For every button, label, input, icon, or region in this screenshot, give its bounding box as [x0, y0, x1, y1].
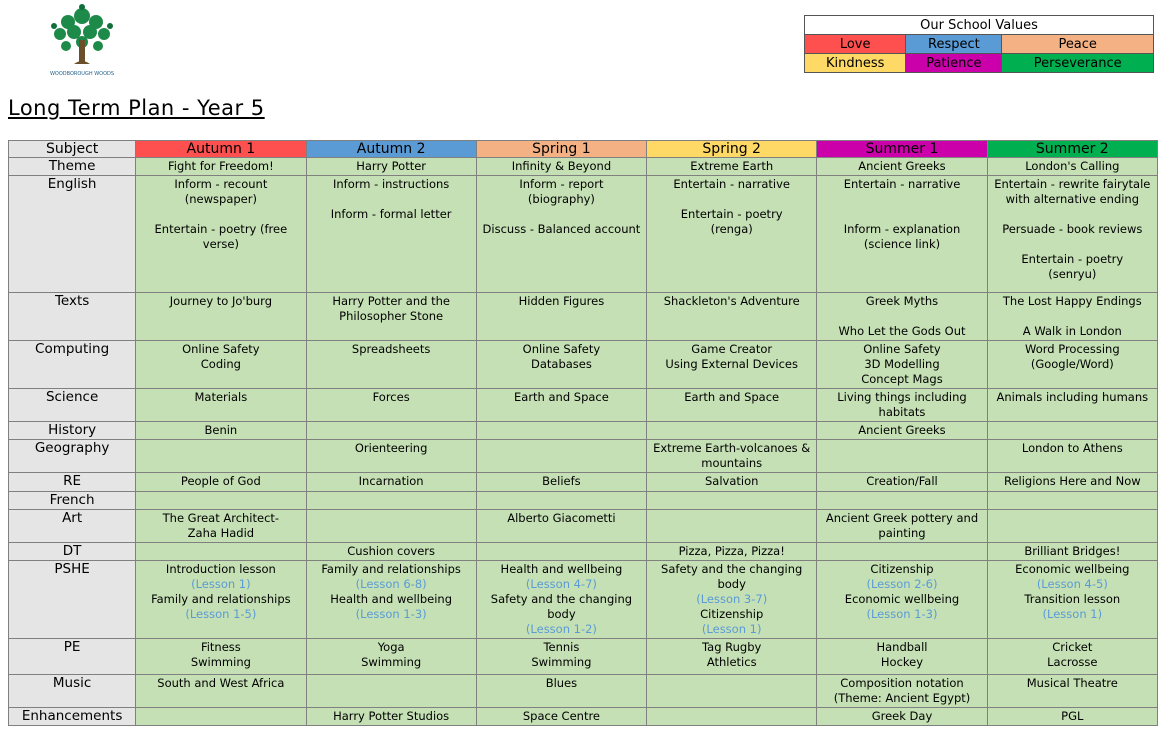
- term-header-summer-2: Summer 2: [987, 141, 1157, 158]
- value-kindness: Kindness: [805, 54, 906, 73]
- plan-cell: [476, 422, 646, 440]
- term-header-autumn-1: Autumn 1: [136, 141, 306, 158]
- cell-line: Inform - instructions: [332, 177, 450, 191]
- plan-cell: [306, 675, 476, 708]
- cell-line: (renga): [710, 222, 753, 236]
- cell-line: Databases: [530, 357, 592, 371]
- plan-cell: [136, 708, 306, 726]
- plan-cell: [306, 422, 476, 440]
- cell-line: Swimming: [531, 655, 592, 669]
- term-header-summer-1: Summer 1: [817, 141, 987, 158]
- subject-label: PSHE: [9, 561, 136, 639]
- cell-line: The Great Architect-: [162, 511, 280, 525]
- plan-cell: [987, 639, 1157, 675]
- cell-line: Greek Myths: [865, 294, 939, 308]
- subject-label: Art: [9, 510, 136, 543]
- cell-line: Online Safety: [522, 342, 601, 356]
- logo-text: WOODBOROUGH WOODS: [49, 71, 115, 77]
- plan-cell: [987, 341, 1157, 389]
- cell-line: Introduction lesson: [165, 562, 276, 576]
- value-perseverance: Perseverance: [1002, 54, 1154, 73]
- subject-label: Computing: [9, 341, 136, 389]
- cell-line: [138, 207, 303, 222]
- value-love: Love: [805, 35, 906, 54]
- plan-cell: [647, 492, 817, 510]
- plan-cell: [817, 473, 987, 492]
- plan-cell: [306, 561, 476, 639]
- cell-line: Inform - explanation: [843, 222, 961, 236]
- plan-cell: [817, 510, 987, 543]
- cell-line: Beliefs: [542, 474, 581, 488]
- cell-line: Salvation: [704, 474, 759, 488]
- plan-cell: [306, 341, 476, 389]
- plan-cell: [136, 473, 306, 492]
- plan-cell: [476, 341, 646, 389]
- cell-line: Living things including habitats: [837, 390, 971, 419]
- subject-label: English: [9, 176, 136, 293]
- cell-line: A Walk in London: [1022, 324, 1122, 338]
- plan-cell: [647, 293, 817, 341]
- plan-cell: [647, 510, 817, 543]
- cell-line: Family and relationships: [321, 562, 461, 576]
- plan-cell: [476, 543, 646, 561]
- cell-line: Inform - formal letter: [330, 207, 452, 221]
- cell-line: Harry Potter Studios: [333, 709, 450, 723]
- row-enhancements: [9, 708, 1158, 726]
- cell-line: Ancient Greeks: [858, 423, 946, 437]
- cell-line: Safety and the changing body: [661, 562, 806, 591]
- plan-cell: [136, 510, 306, 543]
- cell-line: Materials: [194, 390, 248, 404]
- subject-header: Subject: [9, 141, 136, 158]
- cell-line: Tennis: [543, 640, 580, 654]
- lesson-range: (Lesson 1-2): [525, 622, 597, 636]
- term-header-spring-2: Spring 2: [647, 141, 817, 158]
- subject-label: Enhancements: [9, 708, 136, 726]
- school-values-title: Our School Values: [805, 16, 1154, 35]
- value-respect: Respect: [906, 35, 1002, 54]
- plan-cell: [647, 422, 817, 440]
- row-texts: [9, 293, 1158, 341]
- value-patience: Patience: [906, 54, 1002, 73]
- lesson-range: (Lesson 1): [701, 622, 762, 636]
- plan-cell: [136, 639, 306, 675]
- plan-cell: [987, 492, 1157, 510]
- plan-cell: [306, 389, 476, 422]
- cell-line: Entertain - narrative: [673, 177, 790, 191]
- cell-line: Inform - report: [519, 177, 604, 191]
- cell-line: People of God: [180, 474, 261, 488]
- plan-cell: [136, 492, 306, 510]
- cell-line: Health and wellbeing: [500, 562, 623, 576]
- cell-line: Entertain - poetry (free verse): [154, 222, 291, 251]
- cell-line: Infinity & Beyond: [511, 159, 612, 173]
- cell-line: Citizenship: [870, 562, 934, 576]
- plan-cell: [817, 492, 987, 510]
- lesson-range: (Lesson 1-3): [355, 607, 427, 621]
- cell-line: London to Athens: [1021, 441, 1123, 455]
- cell-line: Economic wellbeing: [844, 592, 960, 606]
- lesson-range: (Lesson 4-7): [525, 577, 597, 591]
- plan-cell: [306, 440, 476, 473]
- plan-cell: [817, 176, 987, 293]
- cell-line: Safety and the changing body: [490, 592, 636, 621]
- plan-cell: [987, 158, 1157, 176]
- cell-line: (science link): [863, 237, 941, 251]
- subject-label: Theme: [9, 158, 136, 176]
- plan-cell: [476, 492, 646, 510]
- subject-label: Music: [9, 675, 136, 708]
- plan-cell: [987, 440, 1157, 473]
- plan-cell: [647, 389, 817, 422]
- plan-cell: [817, 422, 987, 440]
- plan-cell: [817, 389, 987, 422]
- row-english: [9, 176, 1158, 293]
- cell-line: (Google/Word): [1030, 357, 1114, 371]
- lesson-range: (Lesson 1-3): [866, 607, 938, 621]
- plan-cell: [817, 708, 987, 726]
- row-art: [9, 510, 1158, 543]
- plan-cell: [647, 473, 817, 492]
- cell-line: [649, 192, 814, 207]
- subject-label: DT: [9, 543, 136, 561]
- cell-line: [479, 207, 644, 222]
- cell-line: Yoga: [377, 640, 405, 654]
- plan-cell: [987, 293, 1157, 341]
- plan-cell: [817, 158, 987, 176]
- cell-line: Health and wellbeing: [330, 592, 453, 606]
- cell-line: Earth and Space: [514, 390, 609, 404]
- cell-line: Handball: [876, 640, 928, 654]
- plan-cell: [136, 341, 306, 389]
- plan-cell: [476, 639, 646, 675]
- cell-line: Ancient Greek pottery and painting: [825, 511, 982, 540]
- cell-line: Ancient Greeks: [858, 159, 946, 173]
- cell-line: Shackleton's Adventure: [663, 294, 800, 308]
- plan-cell: [136, 176, 306, 293]
- cell-line: [990, 207, 1155, 222]
- plan-cell: [306, 492, 476, 510]
- cell-line: Fitness: [200, 640, 241, 654]
- row-french: [9, 492, 1158, 510]
- cell-line: Earth and Space: [684, 390, 780, 404]
- plan-cell: [647, 543, 817, 561]
- plan-cell: [476, 561, 646, 639]
- cell-line: Blues: [545, 676, 578, 690]
- plan-cell: [136, 158, 306, 176]
- cell-line: Orienteering: [354, 441, 428, 455]
- plan-cell: [136, 422, 306, 440]
- row-music: [9, 675, 1158, 708]
- term-header-autumn-2: Autumn 2: [306, 141, 476, 158]
- cell-line: Swimming: [190, 655, 251, 669]
- cell-line: Cushion covers: [347, 544, 435, 558]
- plan-cell: [647, 440, 817, 473]
- plan-cell: [476, 440, 646, 473]
- cell-line: Hockey: [880, 655, 924, 669]
- cell-line: Forces: [372, 390, 410, 404]
- plan-cell: [987, 675, 1157, 708]
- subject-label: Geography: [9, 440, 136, 473]
- plan-cell: [136, 293, 306, 341]
- plan-cell: [987, 561, 1157, 639]
- lesson-range: (Lesson 2-6): [866, 577, 938, 591]
- row-pe: [9, 639, 1158, 675]
- cell-line: Harry Potter: [356, 159, 427, 173]
- plan-cell: [647, 341, 817, 389]
- cell-line: Game Creator: [691, 342, 773, 356]
- cell-line: Incarnation: [358, 474, 424, 488]
- plan-cell: [817, 543, 987, 561]
- row-geography: [9, 440, 1158, 473]
- plan-cell: [476, 176, 646, 293]
- cell-line: (biography): [527, 192, 595, 206]
- cell-line: Who Let the Gods Out: [838, 324, 966, 338]
- cell-line: Family and relationships: [151, 592, 291, 606]
- plan-cell: [476, 510, 646, 543]
- cell-line: Discuss - Balanced account: [482, 222, 641, 236]
- cell-line: Fight for Freedom!: [167, 159, 274, 173]
- cell-line: [309, 192, 474, 207]
- row-science: [9, 389, 1158, 422]
- plan-cell: [476, 389, 646, 422]
- cell-line: Inform - recount: [174, 177, 268, 191]
- cell-line: Brilliant Bridges!: [1024, 544, 1121, 558]
- cell-line: Benin: [204, 423, 238, 437]
- term-header-row: [9, 141, 1158, 158]
- row-re: [9, 473, 1158, 492]
- plan-cell: [987, 543, 1157, 561]
- cell-line: Cricket: [1052, 640, 1093, 654]
- cell-line: Zaha Hadid: [187, 526, 255, 540]
- row-theme: [9, 158, 1158, 176]
- plan-cell: [476, 708, 646, 726]
- cell-line: [819, 192, 984, 207]
- cell-line: Harry Potter and the Philosopher Stone: [332, 294, 454, 323]
- cell-line: Extreme Earth-volcanoes & mountains: [653, 441, 814, 470]
- value-peace: Peace: [1002, 35, 1154, 54]
- page-title: Long Term Plan - Year 5: [8, 96, 265, 120]
- cell-line: Entertain - poetry: [680, 207, 783, 221]
- cell-line: South and West Africa: [157, 676, 285, 690]
- cell-line: Pizza, Pizza, Pizza!: [678, 544, 785, 558]
- cell-line: Animals including humans: [996, 390, 1149, 404]
- cell-line: Swimming: [361, 655, 422, 669]
- plan-cell: [306, 158, 476, 176]
- cell-line: 3D Modelling: [864, 357, 940, 371]
- cell-line: Extreme Earth: [690, 159, 774, 173]
- cell-line: Entertain - poetry: [1021, 252, 1124, 266]
- plan-cell: [306, 708, 476, 726]
- term-header-spring-1: Spring 1: [476, 141, 646, 158]
- cell-line: Journey to Jo'burg: [169, 294, 272, 308]
- cell-line: [990, 309, 1155, 324]
- cell-line: Transition lesson: [1024, 592, 1121, 606]
- plan-cell: [136, 440, 306, 473]
- plan-cell: [987, 473, 1157, 492]
- cell-line: Word Processing: [1025, 342, 1120, 356]
- plan-cell: [647, 158, 817, 176]
- plan-cell: [306, 639, 476, 675]
- cell-line: (Theme: Ancient Egypt): [833, 691, 971, 705]
- cell-line: Concept Mags: [861, 372, 943, 386]
- plan-cell: [647, 675, 817, 708]
- plan-cell: [136, 675, 306, 708]
- cell-line: Space Centre: [522, 709, 600, 723]
- cell-line: PGL: [1061, 709, 1084, 723]
- subject-label: PE: [9, 639, 136, 675]
- cell-line: Coding: [200, 357, 241, 371]
- subject-label: Texts: [9, 293, 136, 341]
- cell-line: Economic wellbeing: [1015, 562, 1130, 576]
- cell-line: The Lost Happy Endings: [1002, 294, 1142, 308]
- plan-cell: [476, 158, 646, 176]
- plan-cell: [987, 708, 1157, 726]
- subject-label: Science: [9, 389, 136, 422]
- cell-line: Hidden Figures: [518, 294, 605, 308]
- row-pshe: [9, 561, 1158, 639]
- cell-line: Online Safety: [863, 342, 941, 356]
- plan-cell: [817, 675, 987, 708]
- plan-cell: [817, 440, 987, 473]
- cell-line: Creation/Fall: [866, 474, 938, 488]
- plan-cell: [817, 341, 987, 389]
- plan-cell: [817, 293, 987, 341]
- lesson-range: (Lesson 6-8): [355, 577, 427, 591]
- lesson-range: (Lesson 1-5): [185, 607, 257, 621]
- cell-line: (senryu): [1048, 267, 1097, 281]
- plan-cell: [817, 639, 987, 675]
- cell-line: Using External Devices: [665, 357, 798, 371]
- plan-cell: [306, 293, 476, 341]
- plan-cell: [306, 473, 476, 492]
- cell-line: Entertain - narrative: [843, 177, 961, 191]
- cell-line: [819, 207, 984, 222]
- cell-line: [990, 237, 1155, 252]
- cell-line: Persuade - book reviews: [1002, 222, 1143, 236]
- plan-cell: [306, 510, 476, 543]
- row-computing: [9, 341, 1158, 389]
- plan-cell: [136, 561, 306, 639]
- lesson-range: (Lesson 1): [1042, 607, 1103, 621]
- plan-cell: [136, 389, 306, 422]
- cell-line: Athletics: [706, 655, 757, 669]
- cell-line: Entertain - rewrite fairytale with alternative ending: [994, 177, 1155, 206]
- plan-cell: [476, 293, 646, 341]
- plan-cell: [647, 561, 817, 639]
- cell-line: Musical Theatre: [1026, 676, 1118, 690]
- plan-cell: [817, 561, 987, 639]
- row-history: [9, 422, 1158, 440]
- plan-cell: [647, 639, 817, 675]
- lesson-range: (Lesson 3-7): [696, 592, 768, 606]
- plan-cell: [306, 176, 476, 293]
- subject-label: RE: [9, 473, 136, 492]
- plan-cell: [647, 708, 817, 726]
- school-logo: [44, 2, 120, 82]
- subject-label: History: [9, 422, 136, 440]
- row-dt: [9, 543, 1158, 561]
- cell-line: Lacrosse: [1047, 655, 1098, 669]
- plan-cell: [136, 543, 306, 561]
- cell-line: London's Calling: [1025, 159, 1120, 173]
- cell-line: Composition notation: [840, 676, 964, 690]
- school-values-table: [804, 15, 1154, 73]
- cell-line: Alberto Giacometti: [507, 511, 616, 525]
- plan-cell: [987, 176, 1157, 293]
- plan-cell: [987, 510, 1157, 543]
- plan-cell: [647, 176, 817, 293]
- lesson-range: (Lesson 1): [191, 577, 251, 591]
- cell-line: Religions Here and Now: [1003, 474, 1141, 488]
- plan-cell: [476, 675, 646, 708]
- cell-line: Online Safety: [182, 342, 260, 356]
- cell-line: Tag Rugby: [702, 640, 762, 654]
- plan-cell: [306, 543, 476, 561]
- cell-line: [819, 309, 984, 324]
- cell-line: (newspaper): [184, 192, 257, 206]
- long-term-plan-table: [8, 140, 1158, 726]
- cell-line: Spreadsheets: [351, 342, 431, 356]
- lesson-range: (Lesson 4-5): [1036, 577, 1108, 591]
- cell-line: Citizenship: [700, 607, 764, 621]
- plan-cell: [987, 389, 1157, 422]
- cell-line: Greek Day: [871, 709, 933, 723]
- plan-cell: [987, 422, 1157, 440]
- plan-cell: [476, 473, 646, 492]
- subject-label: French: [9, 492, 136, 510]
